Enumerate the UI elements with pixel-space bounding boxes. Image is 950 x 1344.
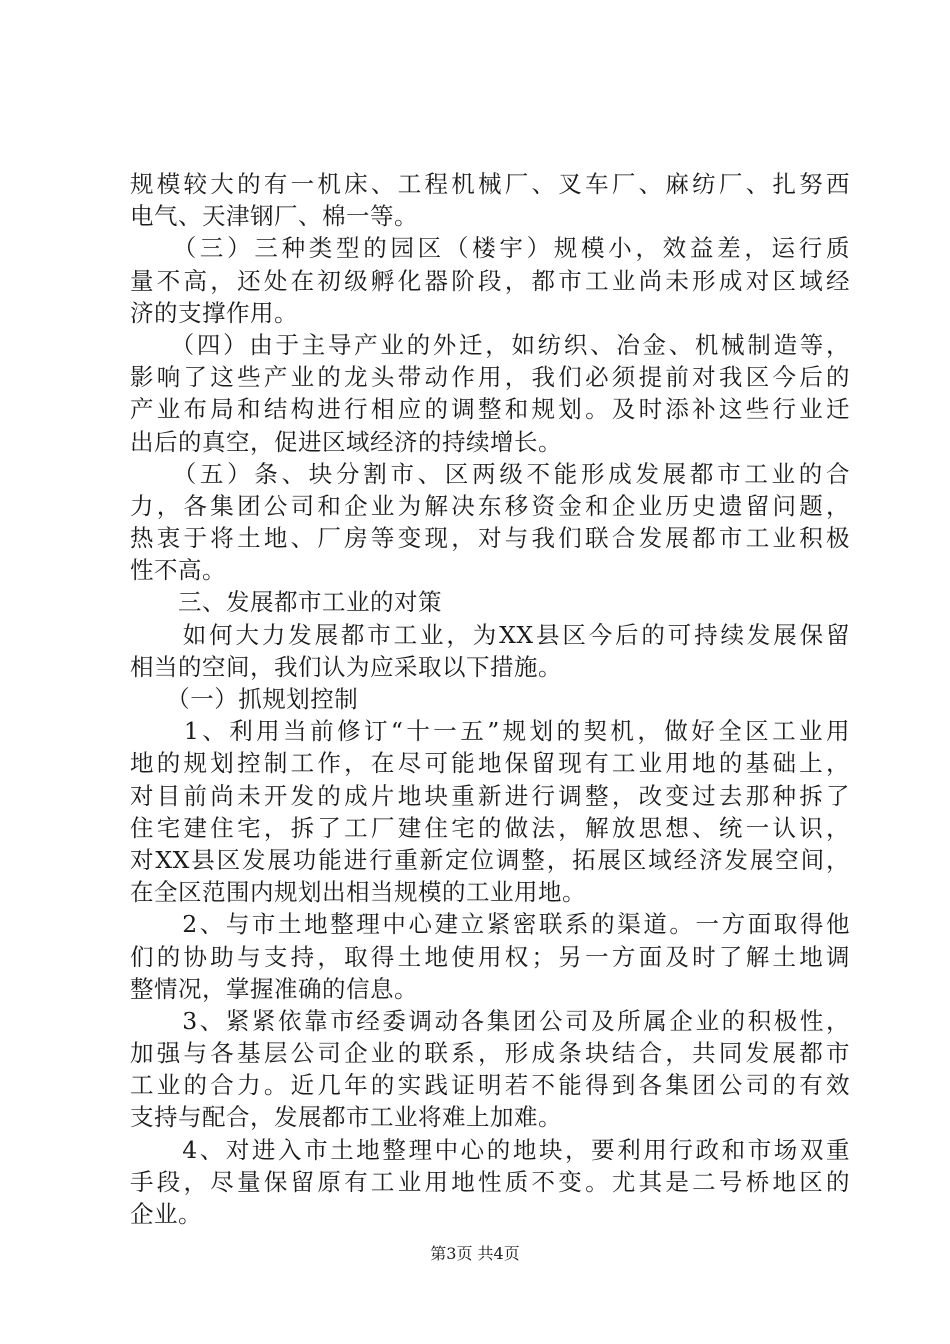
text-line: 整情况，掌握准确的信息。 — [130, 974, 418, 1003]
text-line: 出后的真空，促进区域经济的持续增长。 — [130, 427, 562, 456]
page-footer — [0, 1244, 950, 1264]
text-line: 加强与各基层公司企业的联系，形成条块结合，共同发展都市 — [130, 1039, 850, 1068]
text-line: 量不高，还处在初级孵化器阶段，都市工业尚未形成对区域经 — [130, 266, 850, 295]
text-line: 工业的合力。近几年的实践证明若不能得到各集团公司的有效 — [130, 1071, 850, 1100]
text-line: 手段，尽量保留原有工业用地性质不变。尤其是二号桥地区的 — [130, 1167, 850, 1196]
text-line: 对XX县区发展功能进行重新定位调整，拓展区域经济发展空间， — [130, 845, 850, 874]
text-line: 对目前尚未开发的成片地块重新进行调整，改变过去那种拆了 — [130, 781, 850, 810]
text-line: 在全区范围内规划出相当规模的工业用地。 — [130, 878, 586, 907]
text-line: 企业。 — [130, 1200, 202, 1228]
text-line: （三）三种类型的园区（楼宇）规模小，效益差，运行质 — [130, 234, 850, 263]
text-line: （五）条、块分割市、区两级不能形成发展都市工业的合 — [130, 459, 850, 488]
text-line: 产业布局和结构进行相应的调整和规划。及时添补这些行业迁 — [130, 395, 850, 424]
text-line: 住宅建住宅，拆了工厂建住宅的做法，解放思想、统一认识， — [130, 813, 850, 842]
text-line: 1、利用当前修订“十一五”规划的契机，做好全区工业用 — [130, 717, 850, 746]
text-line: 3、紧紧依靠市经委调动各集团公司及所属企业的积极性， — [130, 1006, 850, 1035]
text-line: 们的协助与支持，取得土地使用权；另一方面及时了解土地调 — [130, 942, 850, 971]
text-line: 热衷于将土地、厂房等变现，对与我们联合发展都市工业积极 — [130, 524, 850, 553]
text-line: 4、对进入市土地整理中心的地块，要利用行政和市场双重 — [130, 1135, 850, 1164]
text-line: 力，各集团公司和企业为解决东移资金和企业历史遗留问题， — [130, 491, 850, 520]
subsection-heading: （一）抓规划控制 — [130, 685, 359, 713]
page-number-label: 第3页 共4页 — [430, 1244, 520, 1263]
text-line: 相当的空间，我们认为应采取以下措施。 — [130, 652, 562, 681]
text-line: 电气、天津钢厂、棉一等。 — [130, 202, 418, 231]
text-line: 支持与配合，发展都市工业将难上加难。 — [130, 1103, 562, 1132]
section-heading: 三、发展都市工业的对策 — [130, 588, 442, 617]
document-body — [130, 168, 850, 1230]
text-line: （四）由于主导产业的外迁，如纺织、冶金、机械制造等， — [130, 330, 850, 359]
text-line: 地的规划控制工作，在尽可能地保留现有工业用地的基础上， — [130, 749, 850, 778]
text-line: 济的支撑作用。 — [130, 298, 298, 327]
text-line: 影响了这些产业的龙头带动作用，我们必须提前对我区今后的 — [130, 363, 850, 392]
text-line: 2、与市土地整理中心建立紧密联系的渠道。一方面取得他 — [130, 910, 850, 939]
text-line: 如何大力发展都市工业，为XX县区今后的可持续发展保留 — [130, 620, 850, 649]
text-line: 性不高。 — [130, 556, 226, 585]
text-line: 规模较大的有一机床、工程机械厂、叉车厂、麻纺厂、扎努西 — [130, 170, 850, 198]
